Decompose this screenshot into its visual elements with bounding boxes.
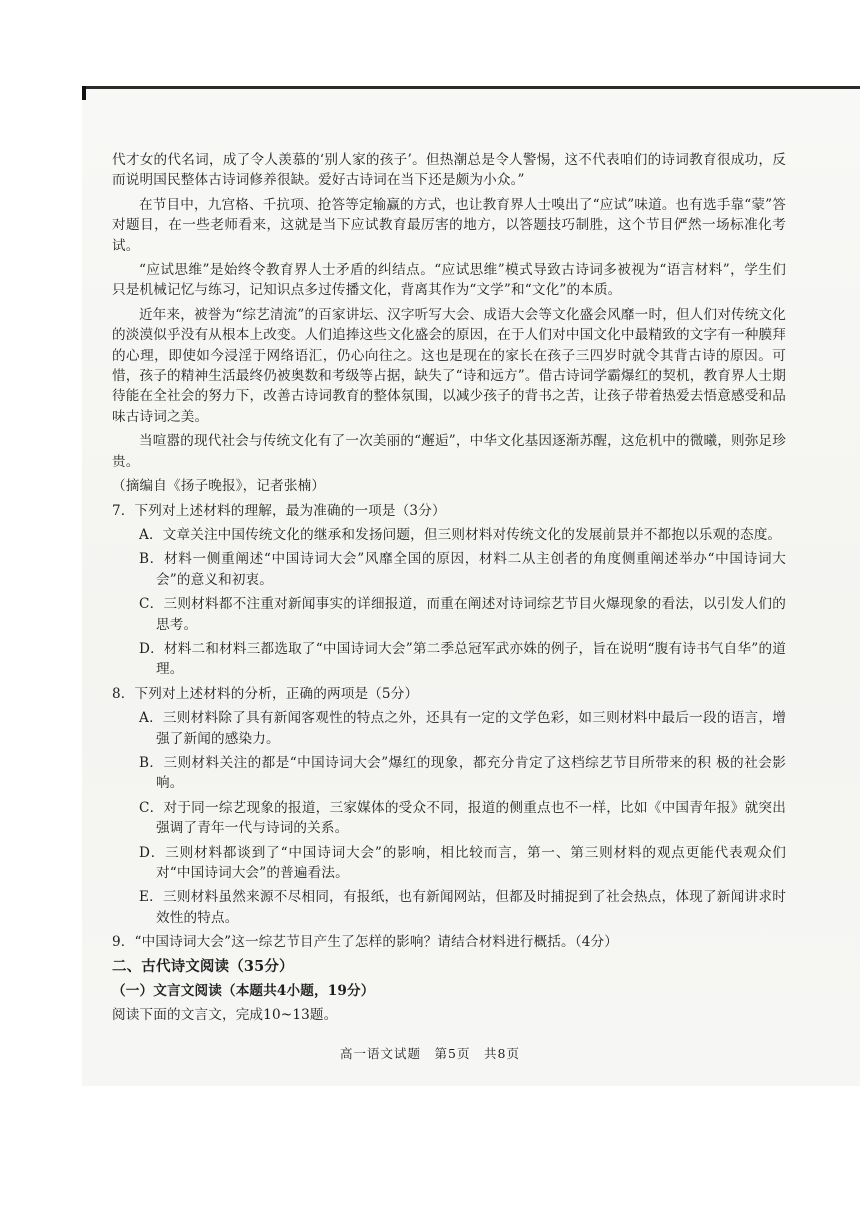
question-8-options <box>112 708 786 928</box>
question-8-stem: 8．下列对上述材料的分析，正确的两项是（5分） <box>112 685 419 702</box>
question-7-option-a: A．文章关注中国传统文化的继承和发扬问题，但三则材料对传统文化的发展前景并不都抱以乐观的态度。 <box>139 526 782 543</box>
passage-paragraph-3: “应试思维”是始终令教育界人士矛盾的纠结点。“应试思维”模式导致古诗词多被视为“语言材料”，学生们只是机械记忆与练习，记知识点多过传播文化，背离其作为“文学”和“文化”的本质。 <box>112 262 786 299</box>
passage-paragraph-5: 当喧嚣的现代社会与传统文化有了一次美丽的“邂逅”，中华文化基因逐渐苏醒，这危机中的微曦，则弥足珍贵。 <box>112 433 786 470</box>
question-8-option-a: A．三则材料除了具有新闻客观性的特点之外，还具有一定的文学色彩，如三则材料中最后一段的语言，增强了新闻的感染力。 <box>139 710 786 747</box>
question-7-options <box>112 525 786 680</box>
passage-paragraph-1: 代才女的代名词，成了令人羡慕的‘别人家的孩子’。但热潮总是令人警惕，这不代表咱们的诗词教育很成功，反而说明国民整体古诗词修养很缺。爱好古诗词在当下还是颇为小众。” <box>112 152 786 189</box>
section-2-title: 二、古代诗文阅读（35分） <box>112 957 294 975</box>
page-footer: 高一语文试题 第5页 共8页 <box>340 1046 520 1061</box>
binding-mark <box>82 86 86 100</box>
exam-content <box>112 150 786 1030</box>
question-7-option-b: B．材料一侧重阐述“中国诗词大会”风靡全国的原因，材料二从主创者的角度侧重阐述举办“中国诗词大会”的意义和初衷。 <box>139 551 786 588</box>
passage-paragraph-2: 在节目中，九宫格、千抗项、抢答等定输赢的方式，也让教育界人士嗅出了“应试”味道。也有选手靠“蒙”答对题目，在一些老师看来，这就是当下应试教育最厉害的地方，以答题技巧制胜，这个节目俨然一场标准化考试。 <box>112 196 786 254</box>
scan-top-edge <box>82 86 860 89</box>
question-8-option-d: D．三则材料都谈到了“中国诗词大会”的影响，相比较而言，第一、第三则材料的观点更能代表观众们对“中国诗词大会”的普遍看法。 <box>139 844 786 881</box>
section-2-instruction: 阅读下面的文言文，完成10~13题。 <box>112 1007 338 1024</box>
passage-source: （摘编自《扬子晚报》，记者张楠） <box>112 478 326 495</box>
question-7-stem: 7．下列对上述材料的理解，最为准确的一项是（3分） <box>112 502 446 519</box>
passage-paragraph-4: 近年来，被誉为“综艺清流”的百家讲坛、汉字听写大会、成语大会等文化盛会风靡一时，但人们对传统文化的淡漠似乎没有从根本上改变。人们追捧这些文化盛会的原因，在于人们对中国文化中最精致的文字有一种膜拜的心理，即使如今浸淫于网络语汇，仍心向往之。这也是现在的家长在孩子三四岁时就令其背古诗的原因。可惜，孩子的精神生活最终仍被奥数和考级等占据，缺失了“诗和远方”。借古诗词学霸爆红的契机，教育界人士期待能在全社会的努力下，改善古诗词教育的整体氛围，以减少孩子的背书之苦，让孩子带着热爱去悟意感受和品味古诗词之美。 <box>112 306 786 425</box>
question-8-option-e: E．三则材料虽然来源不尽相同，有报纸，也有新闻网站，但都及时捕捉到了社会热点，体现了新闻讲求时效性的特点。 <box>139 889 786 926</box>
question-7-option-d: D．材料二和材料三都选取了“中国诗词大会”第二季总冠军武亦姝的例子，旨在说明“腹有诗书气自华”的道理。 <box>139 640 786 678</box>
question-7-option-c: C．三则材料都不注重对新闻事实的详细报道，而重在阐述对诗词综艺节目火爆现象的看法，以引发人们的思考。 <box>139 596 786 633</box>
question-9-stem: 9．“中国诗词大会”这一综艺节目产生了怎样的影响？请结合材料进行概括。（4分） <box>112 934 619 951</box>
question-8-option-b: B．三则材料关注的都是“中国诗词大会”爆红的现象，都充分肯定了这档综艺节目所带来的积 极的社会影响。 <box>139 754 786 792</box>
question-8-option-c: C．对于同一综艺现象的报道，三家媒体的受众不同，报道的侧重点也不一样，比如《中国青年报》就突出强调了青年一代与诗词的关系。 <box>139 799 786 837</box>
section-2-subtitle: （一）文言文阅读（本题共4小题，19分） <box>112 983 375 1000</box>
